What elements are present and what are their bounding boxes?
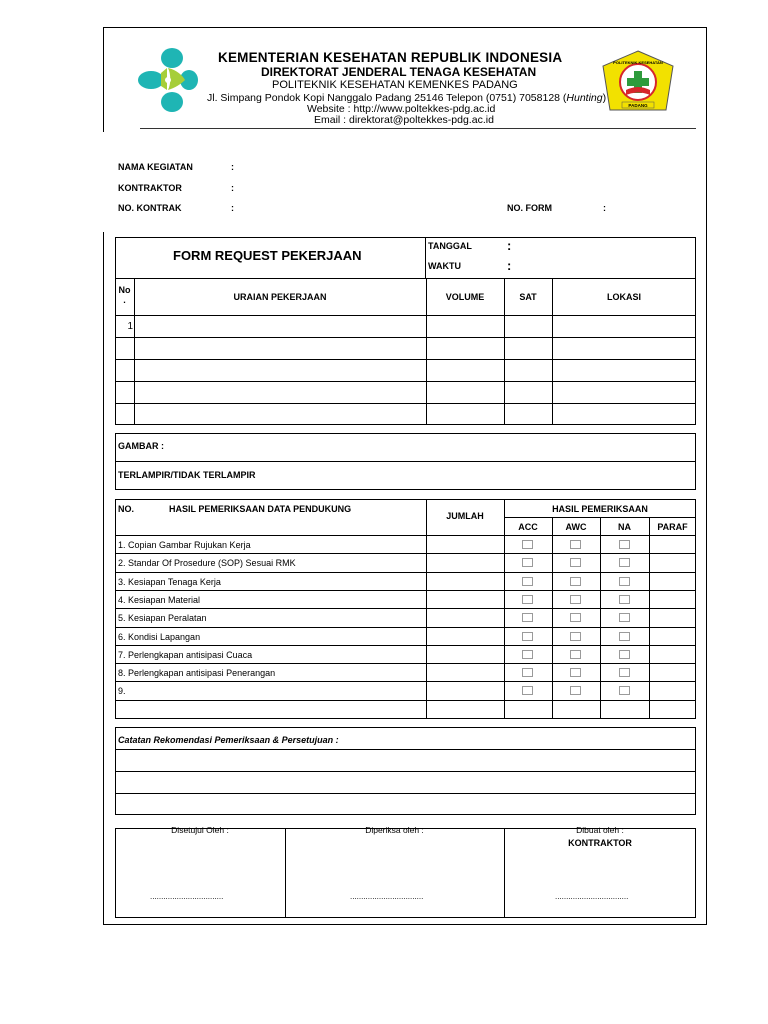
catatan-row-rule (115, 771, 696, 772)
dibuat-signature-line: ................................. (555, 892, 629, 901)
checklist-jumlah-divider (426, 499, 427, 719)
checklist-acc-checkbox[interactable] (522, 650, 533, 659)
request-row-rule (115, 403, 696, 404)
kontraktor-signer: KONTRAKTOR (568, 838, 632, 848)
checklist-jumlah-header: JUMLAH (446, 511, 484, 521)
dibuat-label: Dibuat oleh : (576, 825, 624, 835)
kontraktor-colon: : (231, 183, 234, 193)
address-main: Jl. Simpang Pondok Kopi Nanggalo Padang 25146 Telepon (0751) 7058128 ( (207, 92, 567, 104)
tanggal-colon: : (507, 238, 512, 253)
checklist-acc-checkbox[interactable] (522, 558, 533, 567)
checklist-item-label: 8. Perlengkapan antisipasi Penerangan (118, 667, 276, 678)
header-rule (140, 128, 696, 129)
checklist-item-label: 4. Kesiapan Material (118, 594, 201, 605)
checklist-awc-checkbox[interactable] (570, 668, 581, 677)
nama-kegiatan-label: NAMA KEGIATAN (118, 162, 193, 172)
directorate-title: DIREKTORAT JENDERAL TENAGA KESEHATAN (261, 65, 537, 79)
request-row-1-no: 1 (127, 321, 133, 332)
checklist-hasil-header: HASIL PEMERIKSAAN (552, 503, 648, 514)
checklist-na-checkbox[interactable] (619, 686, 630, 695)
checklist-item-label: 6. Kondisi Lapangan (118, 631, 201, 642)
checklist-item-label: 9. (118, 685, 126, 696)
checklist-acc-checkbox[interactable] (522, 668, 533, 677)
checklist-na-checkbox[interactable] (619, 613, 630, 622)
checklist-row-rule (115, 700, 696, 701)
nama-kegiatan-colon: : (231, 162, 234, 172)
checklist-awc-checkbox[interactable] (570, 577, 581, 586)
checklist-awc-checkbox[interactable] (570, 632, 581, 641)
diperiksa-signature-line: ................................. (350, 892, 424, 901)
col-uraian-header: URAIAN PEKERJAAN (233, 292, 327, 302)
checklist-na-checkbox[interactable] (619, 595, 630, 604)
checklist-na-checkbox[interactable] (619, 650, 630, 659)
request-table (115, 237, 696, 425)
checklist-no-header: NO. (118, 504, 135, 514)
checklist-awc-header: AWC (565, 521, 587, 532)
request-row-rule (115, 381, 696, 382)
institution-title: POLITEKNIK KESEHATAN KEMENKES PADANG (272, 79, 518, 91)
frame-gap (103, 132, 104, 232)
gambar-label: GAMBAR : (118, 441, 164, 451)
diperiksa-label: Diperiksa oleh : (365, 825, 424, 835)
ministry-logo-icon (137, 46, 199, 112)
ministry-title: KEMENTERIAN KESEHATAN REPUBLIK INDONESIA (218, 50, 563, 65)
checklist-na-checkbox[interactable] (619, 558, 630, 567)
gambar-status: TERLAMPIR/TIDAK TERLAMPIR (118, 470, 256, 480)
request-row-rule (115, 337, 696, 338)
no-kontrak-label: NO. KONTRAK (118, 203, 182, 213)
checklist-acc-checkbox[interactable] (522, 577, 533, 586)
col-no-header-line2: . (123, 295, 126, 305)
checklist-paraf-divider (649, 517, 650, 719)
waktu-label: WAKTU (428, 261, 461, 271)
checklist-acc-checkbox[interactable] (522, 540, 533, 549)
col-volume-header: VOLUME (445, 292, 485, 302)
poltekkes-seal (600, 50, 676, 112)
request-row-rule (115, 359, 696, 360)
gambar-divider (115, 461, 696, 462)
tanggal-label: TANGGAL (428, 241, 472, 251)
checklist-acc-header: ACC (518, 521, 538, 532)
col-lokasi-header: LOKASI (606, 292, 641, 302)
checklist-acc-checkbox[interactable] (522, 595, 533, 604)
signature-divider-1 (285, 828, 286, 918)
checklist-item-label: 2. Standar Of Prosedure (SOP) Sesuai RMK (118, 557, 296, 568)
checklist-awc-checkbox[interactable] (570, 558, 581, 567)
checklist-na-checkbox[interactable] (619, 668, 630, 677)
disetujui-signature-line: ................................. (150, 892, 224, 901)
checklist-na-divider (600, 517, 601, 719)
request-title: FORM REQUEST PEKERJAAN (173, 248, 362, 263)
ministry-logo (137, 46, 199, 112)
catatan-row-rule (115, 749, 696, 750)
checklist-awc-checkbox[interactable] (570, 540, 581, 549)
checklist-data-header: HASIL PEMERIKSAAN DATA PENDUKUNG (169, 504, 352, 514)
catatan-label: Catatan Rekomendasi Pemeriksaan & Persetujuan : (118, 735, 339, 745)
disetujui-label: Disetujui Oleh : (171, 825, 229, 835)
checklist-paraf-header: PARAF (657, 521, 688, 532)
checklist-item-label: 7. Perlengkapan antisipasi Cuaca (118, 649, 253, 660)
col-sat-header: SAT (519, 292, 537, 302)
catatan-row-rule (115, 793, 696, 794)
seal-bottom-text: PADANG (628, 103, 648, 108)
checklist-acc-checkbox[interactable] (522, 613, 533, 622)
checklist-awc-checkbox[interactable] (570, 650, 581, 659)
col-no-header-line1: No (118, 285, 131, 295)
email-line: Email : direktorat@poltekkes-pdg.ac.id (314, 114, 494, 126)
checklist-na-checkbox[interactable] (619, 540, 630, 549)
address-hunting: Hunting (566, 92, 603, 104)
checklist-na-checkbox[interactable] (619, 577, 630, 586)
checklist-acc-checkbox[interactable] (522, 632, 533, 641)
checklist-na-checkbox[interactable] (619, 632, 630, 641)
kontraktor-label: KONTRAKTOR (118, 183, 182, 193)
checklist-awc-checkbox[interactable] (570, 595, 581, 604)
checklist-item-label: 5. Kesiapan Peralatan (118, 612, 207, 623)
request-row-rule (115, 315, 696, 316)
seal-top-text: POLITEKNIK KESEHATAN (613, 60, 663, 65)
checklist-item-label: 1. Copian Gambar Rujukan Kerja (118, 539, 251, 550)
waktu-colon: : (507, 258, 512, 273)
no-form-label: NO. FORM (507, 203, 552, 213)
no-kontrak-colon: : (231, 203, 234, 213)
col-no-header (115, 282, 134, 308)
checklist-acc-checkbox[interactable] (522, 686, 533, 695)
checklist-awc-checkbox[interactable] (570, 686, 581, 695)
request-title-divider (425, 237, 426, 279)
address-end: ) (602, 92, 607, 104)
checklist-item-label: 3. Kesiapan Tenaga Kerja (118, 576, 221, 587)
checklist-na-header: NA (618, 521, 631, 532)
checklist-awc-divider (552, 517, 553, 719)
website-line: Website : http://www.poltekkes-pdg.ac.id (307, 103, 496, 115)
no-form-colon: : (603, 203, 606, 213)
checklist-awc-checkbox[interactable] (570, 613, 581, 622)
